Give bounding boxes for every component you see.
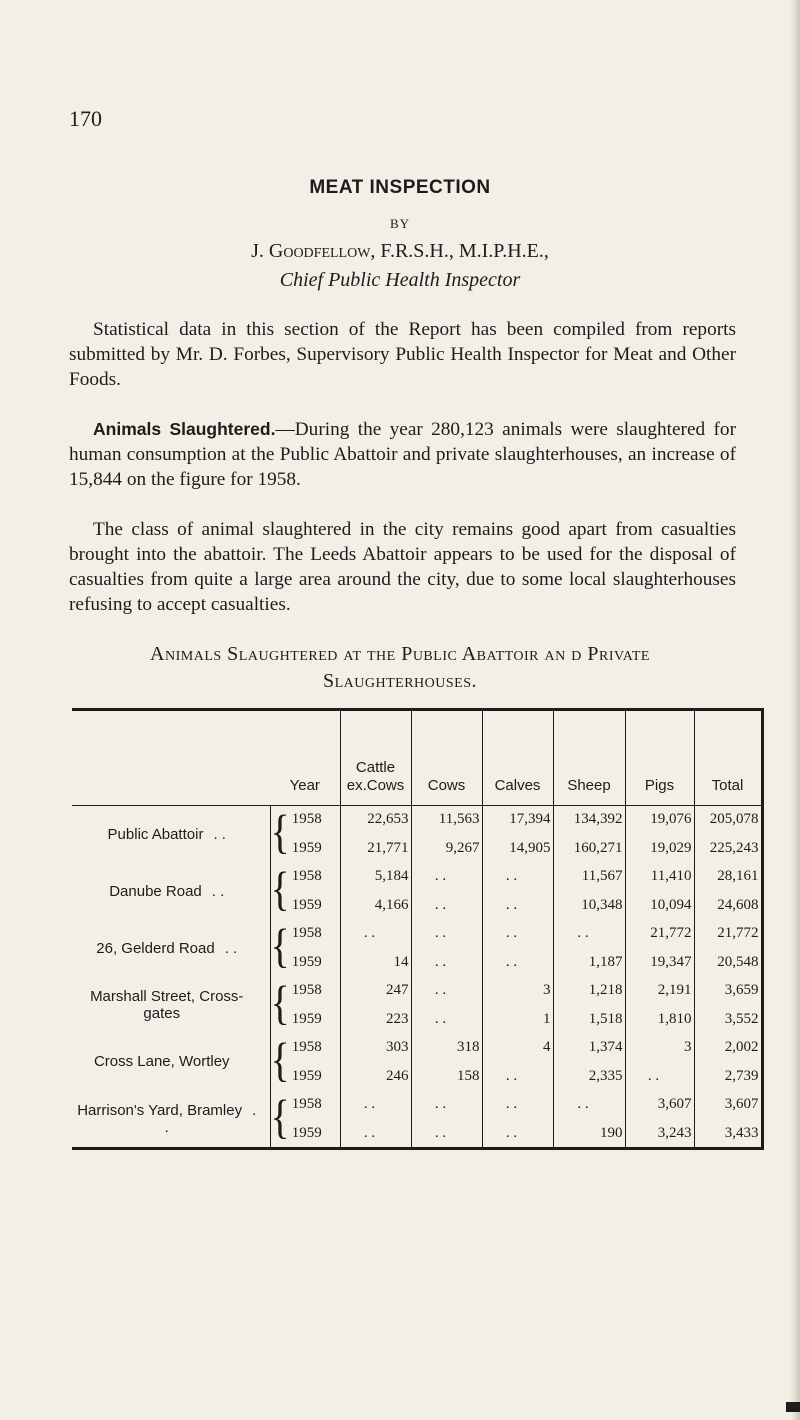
total-value: 225,243 — [709, 840, 759, 857]
cattle-cell — [340, 1090, 411, 1148]
site-name: Cross Lane, Wortley — [93, 1053, 230, 1071]
header-cows: Cows — [411, 710, 482, 806]
table-row — [72, 863, 762, 920]
total-value: 2,002 — [724, 1038, 759, 1055]
total-value: 3,659 — [724, 981, 759, 998]
header-total: Total — [694, 710, 762, 806]
cattle-cell — [340, 806, 411, 863]
site-name: 26, Gelderd Road — [96, 939, 215, 957]
year-value: 1959 — [291, 1067, 322, 1084]
cattle-cell — [340, 920, 411, 977]
calves-value: . . — [505, 1124, 518, 1141]
year-cell — [270, 1090, 340, 1148]
cows-value: . . — [434, 925, 447, 942]
year-value: 1958 — [291, 868, 322, 885]
total-cell — [694, 1090, 762, 1148]
calves-value: 1 — [543, 1010, 551, 1027]
cows-value: 9,267 — [445, 840, 480, 857]
pigs-cell — [625, 863, 694, 920]
header-year: Year — [270, 710, 340, 806]
calves-value: 14,905 — [509, 840, 551, 857]
brace-glyph: { — [270, 975, 290, 1030]
cattle-cell — [340, 1033, 411, 1090]
cattle-value: 246 — [386, 1067, 409, 1084]
cows-value: . . — [434, 954, 447, 971]
year-value: 1959 — [291, 1010, 322, 1027]
site-cell — [72, 863, 270, 920]
sheep-cell — [553, 1090, 625, 1148]
year-value: 1959 — [291, 840, 322, 857]
cows-value: . . — [434, 897, 447, 914]
leader-dots: . . — [213, 825, 226, 843]
calves-value: . . — [505, 1067, 518, 1084]
cattle-value: 303 — [386, 1038, 409, 1055]
header-pigs: Pigs — [625, 710, 694, 806]
brace-glyph: { — [270, 1088, 290, 1143]
cattle-value: . . — [363, 925, 376, 942]
total-value: 21,772 — [717, 925, 759, 942]
section-title: MEAT INSPECTION — [309, 177, 491, 198]
sheep-value: 1,187 — [588, 954, 623, 971]
calves-cell — [482, 920, 553, 977]
cows-value: 158 — [457, 1067, 480, 1084]
calves-value: . . — [505, 868, 518, 885]
sheep-value: 2,335 — [588, 1067, 623, 1084]
total-cell — [694, 1033, 762, 1090]
total-value: 3,552 — [724, 1010, 759, 1027]
sheep-cell — [553, 806, 625, 863]
site-cell — [72, 976, 270, 1033]
sheep-value: . . — [577, 1095, 589, 1112]
table-title-line-2: Slaughterhouses. — [322, 670, 477, 692]
sheep-value: 1,218 — [588, 981, 623, 998]
total-value: 24,608 — [717, 897, 759, 914]
header-site — [72, 710, 270, 806]
year-cell — [270, 806, 340, 863]
total-cell — [694, 863, 762, 920]
table-row — [72, 1090, 762, 1148]
year-cell — [270, 976, 340, 1033]
sheep-cell — [553, 1033, 625, 1090]
year-value: 1959 — [291, 897, 322, 914]
pigs-value: 2,191 — [657, 981, 692, 998]
cattle-value: 5,184 — [374, 868, 409, 885]
cattle-value: . . — [363, 1095, 376, 1112]
intro-paragraph: Statistical data in this section of the Report has been compiled from reports submitted by Mr. D. Forbes, Supervisory Public Health Inspector for Meat and Other Foods. — [69, 319, 736, 390]
calves-cell — [482, 1033, 553, 1090]
cattle-cell — [340, 976, 411, 1033]
calves-value: 3 — [543, 981, 551, 998]
table-row — [72, 806, 762, 863]
sheep-value: 134,392 — [573, 811, 623, 828]
pigs-value: 21,772 — [650, 925, 692, 942]
total-value: 3,433 — [724, 1124, 759, 1141]
cows-cell — [411, 920, 482, 977]
table-title-line-1: Animals Slaughtered at the Public Abattoir an d Private — [150, 643, 650, 665]
cows-value: . . — [434, 868, 447, 885]
page-edge-mark — [786, 1402, 800, 1412]
calves-value: . . — [505, 954, 518, 971]
pigs-cell — [625, 976, 694, 1033]
year-value: 1958 — [291, 1038, 322, 1055]
cows-value: . . — [434, 981, 447, 998]
cows-value: . . — [434, 1010, 447, 1027]
pigs-value: 19,347 — [650, 954, 692, 971]
pigs-cell — [625, 920, 694, 977]
sheep-cell — [553, 976, 625, 1033]
calves-cell — [482, 1090, 553, 1148]
pigs-cell — [625, 806, 694, 863]
cattle-value: 22,653 — [367, 811, 409, 828]
header-sheep: Sheep — [553, 710, 625, 806]
animal-class-paragraph: The class of animal slaughtered in the city remains good apart from casualties brought into the abattoir. The Leeds Abattoir appears to be used for the disposal of casualties from quite a large area around the city, due to some local slaughterhouses refusing to accept casualties. — [69, 519, 736, 615]
cattle-value: 4,166 — [374, 897, 409, 914]
total-value: 20,548 — [717, 954, 759, 971]
site-name: Marshall Street, Cross-gates — [90, 987, 244, 1022]
site-name: Harrison's Yard, Bramley — [77, 1101, 243, 1119]
site-cell — [72, 1090, 270, 1148]
header-calves: Calves — [482, 710, 553, 806]
table-header-row — [72, 710, 762, 806]
table-row — [72, 1033, 762, 1090]
pigs-value: 3,607 — [657, 1095, 692, 1112]
calves-cell — [482, 976, 553, 1033]
year-value: 1958 — [291, 811, 322, 828]
brace-glyph: { — [270, 918, 290, 973]
sheep-value: 160,271 — [573, 840, 623, 857]
total-value: 205,078 — [709, 811, 759, 828]
year-cell — [270, 1033, 340, 1090]
pigs-value: 11,410 — [650, 868, 692, 885]
cows-value: 318 — [457, 1038, 480, 1055]
site-cell — [72, 1033, 270, 1090]
brace-glyph: { — [270, 1032, 290, 1087]
pigs-value: 19,076 — [650, 811, 692, 828]
total-value: 2,739 — [724, 1067, 759, 1084]
cattle-value: 21,771 — [367, 840, 409, 857]
byline: BY — [389, 216, 411, 231]
header-cattle — [340, 710, 411, 806]
calves-value: . . — [505, 1095, 518, 1112]
site-name: Danube Road — [109, 882, 202, 900]
site-name: Public Abattoir — [107, 825, 204, 843]
animals-slaughtered-paragraph — [69, 417, 736, 492]
calves-value: 17,394 — [509, 811, 551, 828]
total-value: 3,607 — [724, 1095, 759, 1112]
pigs-value: 19,029 — [650, 840, 692, 857]
pigs-cell — [625, 1090, 694, 1148]
brace-glyph: { — [270, 861, 290, 916]
calves-cell — [482, 863, 553, 920]
cattle-cell — [340, 863, 411, 920]
paragraph-lead-heading: Animals Slaughtered. — [93, 419, 276, 439]
pigs-cell — [625, 1033, 694, 1090]
site-cell — [72, 806, 270, 863]
pigs-value: 10,094 — [650, 897, 692, 914]
cattle-value: 247 — [386, 981, 409, 998]
year-cell — [270, 863, 340, 920]
sheep-cell — [553, 920, 625, 977]
sheep-value: 11,567 — [581, 868, 623, 885]
author-role: Chief Public Health Inspector — [279, 269, 521, 291]
page-edge-shadow — [790, 0, 800, 1420]
cows-cell — [411, 1090, 482, 1148]
cows-value: . . — [434, 1124, 447, 1141]
cows-value: 11,563 — [438, 811, 480, 828]
total-value: 28,161 — [717, 868, 759, 885]
cows-cell — [411, 806, 482, 863]
table-row — [72, 976, 762, 1033]
calves-value: 4 — [543, 1038, 551, 1055]
year-value: 1959 — [291, 954, 322, 971]
calves-cell — [482, 806, 553, 863]
cows-cell — [411, 976, 482, 1033]
page-number: 170 — [69, 106, 102, 131]
calves-value: . . — [505, 925, 518, 942]
leader-dots: . . — [164, 1101, 257, 1136]
pigs-value: . . — [647, 1067, 660, 1084]
year-value: 1958 — [291, 1095, 322, 1112]
header-cattle-line-2: ex.Cows — [346, 777, 405, 794]
author-name: J. Goodfellow, F.R.S.H., M.I.P.H.E., — [251, 240, 549, 262]
total-cell — [694, 806, 762, 863]
sheep-value: . . — [577, 925, 589, 942]
site-cell — [72, 920, 270, 977]
sheep-value: 190 — [600, 1124, 623, 1141]
paragraph-body: —During the year 280,123 animals were slaughtered for human consumption at the Public Abattoir and private slaughterhouses, an increase of 15,844 on the figure for 1958. — [69, 419, 736, 490]
total-cell — [694, 920, 762, 977]
table-row — [72, 920, 762, 977]
cattle-value: 223 — [386, 1010, 409, 1027]
sheep-value: 10,348 — [581, 897, 623, 914]
cattle-value: . . — [363, 1124, 376, 1141]
total-cell — [694, 976, 762, 1033]
header-cattle-line-1: Cattle — [355, 759, 396, 776]
cattle-value: 14 — [393, 954, 409, 971]
pigs-value: 3 — [684, 1038, 692, 1055]
year-value: 1958 — [291, 981, 322, 998]
year-value: 1959 — [291, 1124, 322, 1141]
leader-dots: . . — [224, 939, 238, 957]
pigs-value: 1,810 — [657, 1010, 692, 1027]
cows-cell — [411, 1033, 482, 1090]
cows-value: . . — [434, 1095, 447, 1112]
pigs-value: 3,243 — [657, 1124, 692, 1141]
calves-value: . . — [505, 897, 518, 914]
sheep-value: 1,518 — [588, 1010, 623, 1027]
leader-dots: . . — [211, 882, 225, 900]
sheep-value: 1,374 — [588, 1038, 623, 1055]
cows-cell — [411, 863, 482, 920]
year-cell — [270, 920, 340, 977]
sheep-cell — [553, 863, 625, 920]
brace-glyph: { — [270, 804, 290, 859]
year-value: 1958 — [291, 925, 322, 942]
slaughter-table — [72, 708, 764, 1150]
